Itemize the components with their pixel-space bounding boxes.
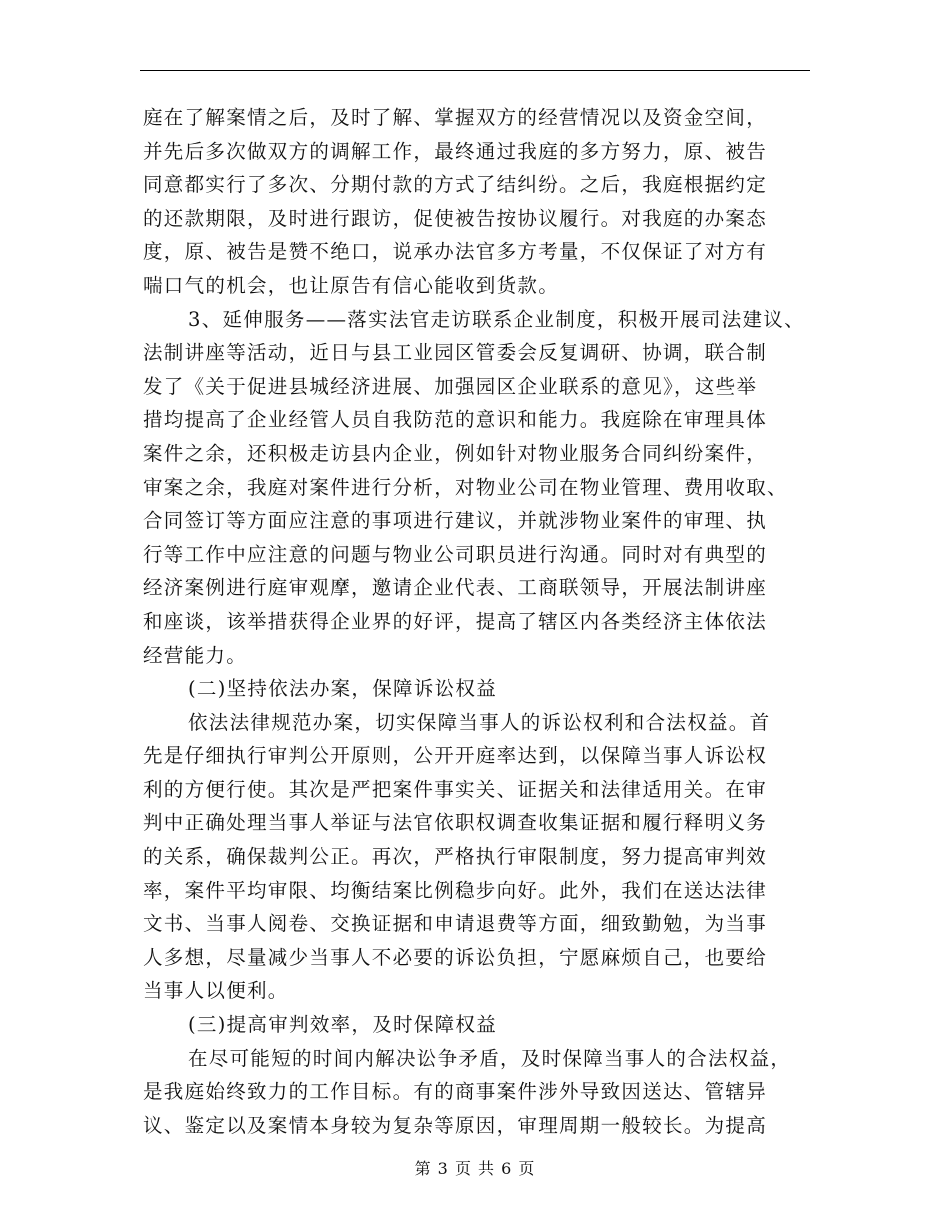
text-line: 行等工作中应注意的问题与物业公司职员进行沟通。同时对有典型的	[143, 542, 768, 566]
page-footer: 第 3 页 共 6 页	[414, 1159, 536, 1178]
text-line: (二)坚持依法办案，保障诉讼权益	[188, 677, 498, 701]
text-line: 的关系，确保裁判公正。再次，严格执行审限制度，努力提高审判效	[143, 845, 768, 869]
text-line: 和座谈，该举措获得企业界的好评，提高了辖区内各类经济主体依法	[143, 609, 768, 633]
text-line: 庭在了解案情之后，及时了解、掌握双方的经营情况以及资金空间，	[143, 106, 768, 129]
text-line: 当事人以便利。	[143, 979, 289, 1003]
text-line: 是我庭始终致力的工作目标。有的商事案件涉外导致因送达、管辖异	[143, 1080, 768, 1104]
text-line: 议、鉴定以及案情本身较为复杂等原因，审理周期一般较长。为提高	[143, 1113, 768, 1137]
text-line: 度，原、被告是赞不绝口，说承办法官多方考量，不仅保证了对方有	[143, 240, 768, 264]
text-line: 审案之余，我庭对案件进行分析，对物业公司在物业管理、费用收取、	[143, 475, 788, 499]
text-line: (三)提高审判效率，及时保障权益	[188, 1013, 498, 1037]
text-line: 喘口气的机会，也让原告有信心能收到货款。	[143, 273, 560, 297]
text-line: 发了《关于促进县城经济进展、加强园区企业联系的意见》，这些举	[143, 374, 758, 398]
text-line: 先是仔细执行审判公开原则，公开开庭率达到，以保障当事人诉讼权	[143, 744, 768, 768]
text-line: 经济案例进行庭审观摩，邀请企业代表、工商联领导，开展法制讲座	[143, 576, 768, 600]
text-line: 文书、当事人阅卷、交换证据和申请退费等方面，细致勤勉，为当事	[143, 912, 768, 936]
text-line: 3、延伸服务——落实法官走访联系企业制度，积极开展司法建议、	[188, 307, 805, 331]
text-line: 措均提高了企业经管人员自我防范的意识和能力。我庭除在审理具体	[143, 408, 768, 432]
text-line: 的还款期限，及时进行跟访，促使被告按协议履行。对我庭的办案态	[143, 206, 768, 230]
text-line: 在尽可能短的时间内解决讼争矛盾，及时保障当事人的合法权益，	[188, 1046, 792, 1070]
text-line: 依法法律规范办案，切实保障当事人的诉讼权利和合法权益。首	[188, 710, 771, 734]
text-line: 同意都实行了多次、分期付款的方式了结纠纷。之后，我庭根据约定	[143, 173, 768, 197]
text-line: 经营能力。	[143, 643, 248, 667]
text-line: 并先后多次做双方的调解工作，最终通过我庭的多方努力，原、被告	[143, 139, 768, 163]
text-line: 法制讲座等活动，近日与县工业园区管委会反复调研、协调，联合制	[143, 341, 768, 365]
text-line: 案件之余，还积极走访县内企业，例如针对物业服务合同纠纷案件，	[143, 441, 768, 465]
text-line: 利的方便行使。其次是严把案件事实关、证据关和法律适用关。在审	[143, 777, 768, 801]
document-body	[143, 101, 818, 1142]
header-rule	[140, 70, 810, 71]
text-line: 合同签订等方面应注意的事项进行建议，并就涉物业案件的审理、执	[143, 509, 768, 533]
text-line: 人多想，尽量减少当事人不必要的诉讼负担，宁愿麻烦自己，也要给	[143, 945, 768, 969]
text-line: 判中正确处理当事人举证与法官依职权调查收集证据和履行释明义务	[143, 811, 768, 835]
text-line: 率，案件平均审限、均衡结案比例稳步向好。此外，我们在送达法律	[143, 878, 768, 902]
